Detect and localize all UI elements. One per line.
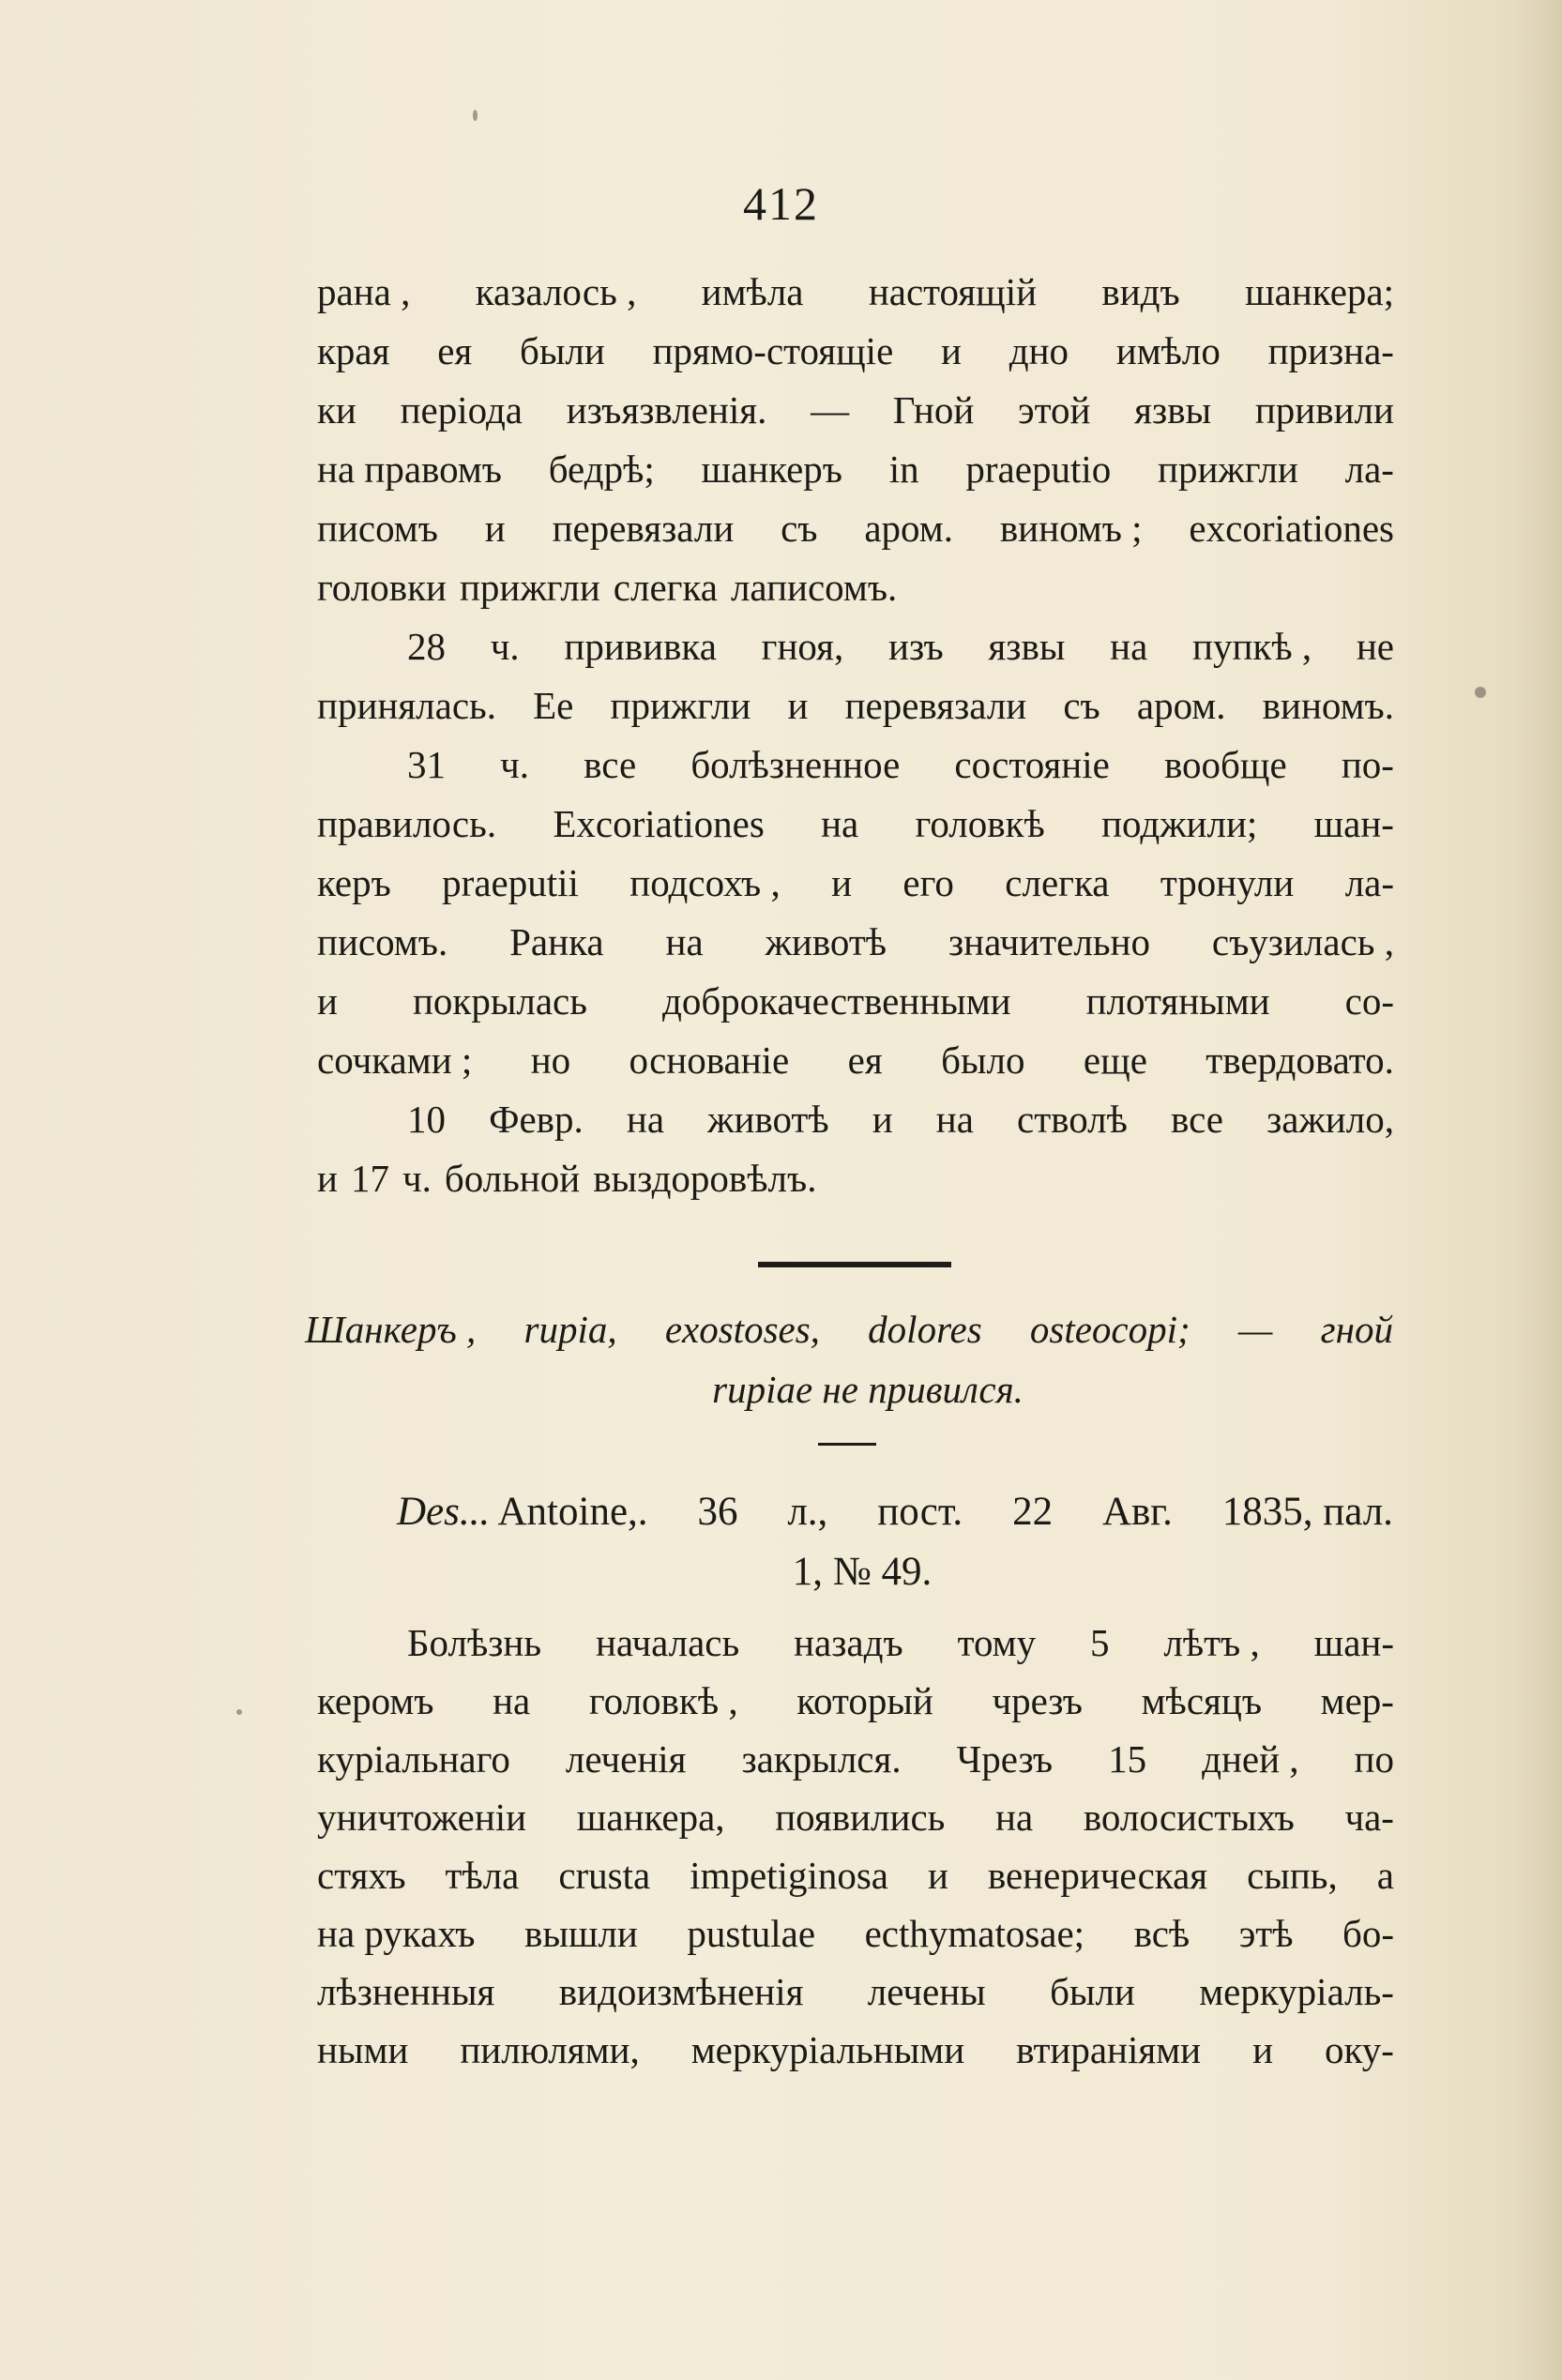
text-line: стяхъ тѣла crusta impetiginosa и венерическая сыпь, а bbox=[317, 1854, 1394, 1897]
text-line: керъ praeputii подсохъ , и его слегка тронули ла- bbox=[317, 861, 1394, 904]
text-line: писомъ. Ранка на животѣ значительно съузилась , bbox=[317, 920, 1394, 963]
roman-suffix: Antoine,. bbox=[490, 1490, 648, 1534]
text-line: ки періода изъязвленія. — Гной этой язвы привили bbox=[317, 388, 1394, 432]
case-heading bbox=[305, 1299, 1393, 1419]
short-divider bbox=[818, 1443, 876, 1446]
page-number: 412 bbox=[743, 177, 819, 230]
case-title-line: Des... Antoine,. 36 л., пост. 22 Авг. 1835, пал. bbox=[397, 1490, 1393, 1534]
text-line: 28 ч. прививка гноя, изъ язвы на пупкѣ , не bbox=[407, 625, 1394, 668]
text-line: писомъ и перевязали съ аром. виномъ ; excoriationes bbox=[317, 507, 1394, 550]
text-line: 10 Февр. на животѣ и на стволѣ все зажило, bbox=[407, 1098, 1394, 1141]
text-line: сочками ; но основаніе ея было еще твердовато. bbox=[317, 1038, 1394, 1082]
italic-prefix: Des... bbox=[397, 1490, 491, 1534]
case-title bbox=[397, 1482, 1393, 1602]
text-line: на правомъ бедрѣ; шанкеръ in praeputio прижгли ла- bbox=[317, 447, 1394, 491]
text-line: ными пилюлями, меркуріальными втираніями и оку- bbox=[317, 2028, 1394, 2071]
text-line: на рукахъ вышли pustulae ecthymatosae; всѣ этѣ бо- bbox=[317, 1912, 1394, 1955]
text-line: куріальнаго леченія закрылся. Чрезъ 15 дней , по bbox=[317, 1737, 1394, 1781]
text-line: уничтоженіи шанкера, появились на волосистыхъ ча- bbox=[317, 1796, 1394, 1839]
text-line: и 17 ч. больной выздоровѣлъ. bbox=[317, 1157, 817, 1200]
paper-spot bbox=[473, 110, 478, 121]
paper-spot bbox=[236, 1709, 242, 1715]
text-line: и покрылась доброкачественными плотяными со- bbox=[317, 979, 1394, 1023]
text-line: головки прижгли слегка лаписомъ. bbox=[317, 566, 898, 609]
text-block-1 bbox=[317, 263, 1394, 1208]
section-divider bbox=[758, 1262, 951, 1267]
case-heading-line: Шанкеръ , rupia, exostoses, dolores osteocopi; — гной bbox=[305, 1308, 1393, 1351]
text-line: рана , казалось , имѣла настоящій видъ шанкера; bbox=[317, 270, 1394, 313]
case-title-line: 1, № 49. bbox=[792, 1550, 933, 1594]
case-heading-line: rupiae не привился. bbox=[712, 1368, 1024, 1411]
text-line: 31 ч. все болѣзненное состояніе вообще по- bbox=[407, 743, 1394, 786]
text-line: керомъ на головкѣ , который чрезъ мѣсяцъ мер- bbox=[317, 1679, 1394, 1722]
text-line: принялась. Ее прижгли и перевязали съ аром. виномъ. bbox=[317, 684, 1394, 727]
text-block-2 bbox=[317, 1614, 1394, 2079]
paper-spot bbox=[1475, 687, 1486, 698]
text-line: Болѣзнь началась назадъ тому 5 лѣтъ , шан- bbox=[407, 1621, 1394, 1664]
text-line: правилось. Excoriationes на головкѣ поджили; шан- bbox=[317, 802, 1394, 845]
text-line: лѣзненныя видоизмѣненія лечены были меркуріаль- bbox=[317, 1970, 1394, 2013]
text-line: края ея были прямо-стоящіе и дно имѣло призна- bbox=[317, 329, 1394, 372]
